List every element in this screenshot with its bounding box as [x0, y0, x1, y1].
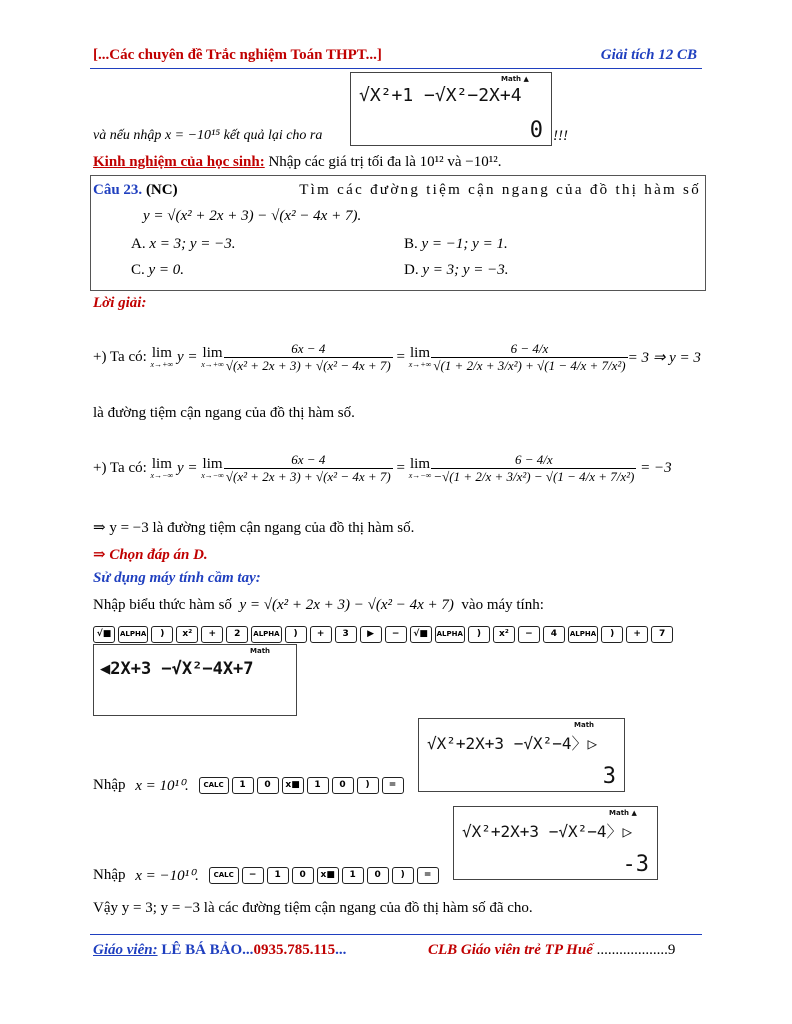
calc-key: CALC — [199, 777, 229, 794]
calculator-heading: Sử dụng máy tính cầm tay: — [93, 570, 261, 586]
question-level: (NC) — [145, 182, 178, 198]
experience-line — [93, 154, 502, 171]
option-c: C. y = 0. — [131, 262, 185, 278]
calc-key: = — [382, 777, 404, 794]
limit-symbol: lim x→−∞ — [408, 455, 432, 480]
header-left: [...Các chuyên đề Trắc nghiệm Toán THPT...] — [93, 47, 382, 63]
question-function: y = √(x² + 2x + 3) − √(x² − 4x + 7). — [143, 208, 362, 224]
screen-expression: ◀2X+3 −√X²−4X+7 — [100, 659, 254, 679]
top-after-screen: !!! — [553, 128, 568, 144]
step1-result: = 3 ⇒ y = 3 — [627, 349, 701, 366]
screen-result: 0 — [529, 118, 543, 143]
answer-choice: ⇒ Chọn đáp án D. — [93, 547, 208, 563]
calc-key: 0 — [367, 867, 389, 884]
calc-key: 1 — [267, 867, 289, 884]
fraction: $\frac{6x - 4}{\text{√(x² + 2x + 3) + √(x² − 4x + 7)}}$ — [225, 340, 391, 373]
calc-screen-1: Math ◀2X+3 −√X²−4X+7 — [93, 644, 297, 716]
step1-prefix: +) Ta có: — [93, 348, 147, 365]
footer-right — [428, 942, 675, 959]
key-sequence — [93, 626, 673, 643]
calc-key: x■ — [317, 867, 339, 884]
step1-equation: +) Ta có: lim x→+∞ y = lim x→+∞ $\frac{6x - 4}{\text{√(x² + 2x + 3) + √(x² − 4x + 7)}}$ = lim x→+∞ $\frac{6 - 4/x}{\text{√(1 + 2/x + 3/x²) + √(1 − 4/x + 7/x²)}}$ = 3 ⇒ y = 3 — [93, 340, 701, 373]
calc-key: 7 — [651, 626, 673, 643]
calc-key: x■ — [282, 777, 304, 794]
header-right: Giải tích 12 CB — [600, 47, 697, 63]
step2-result: = −3 — [640, 459, 672, 476]
question-number: Câu 23. — [93, 182, 143, 198]
limit-symbol: lim x→+∞ — [150, 344, 174, 369]
calc-key: ) — [392, 867, 414, 884]
calc-key: 2 — [226, 626, 248, 643]
question-box — [90, 175, 706, 291]
calc-screen-top — [350, 72, 552, 146]
option-b: B. y = −1; y = 1. — [404, 236, 508, 252]
calc-key: √■ — [93, 626, 115, 643]
calc-key: ALPHA — [568, 626, 598, 643]
top-line — [93, 128, 322, 144]
screen-expression: √X²+1 −√X²−2X+4 — [359, 85, 522, 106]
step1-conclusion: là đường tiệm cận ngang của đồ thị hàm số. — [93, 405, 355, 421]
calc-key: √■ — [410, 626, 432, 643]
calc-key: ALPHA — [251, 626, 281, 643]
calc-key: ) — [468, 626, 490, 643]
calc1-line: Nhập x = 10¹⁰. CALC 1 0 x■ 1 0 ) = — [93, 776, 404, 795]
calc2-line: Nhập x = −10¹⁰. CALC − 1 0 x■ 1 0 ) = — [93, 866, 439, 885]
calc-key: 3 — [335, 626, 357, 643]
calc-key: = — [417, 867, 439, 884]
limit-symbol: lim x→+∞ — [408, 344, 432, 369]
fraction: $\frac{6 - 4/x}{\text{−√(1 + 2/x + 3/x²) − √(1 − 4/x + 7/x²)}}$ — [433, 451, 635, 484]
experience-text: Nhập các giá trị tối đa là 10¹² và −10¹². — [268, 154, 502, 170]
calc-key: + — [310, 626, 332, 643]
footer-rule — [90, 934, 702, 935]
calc-key: ) — [357, 777, 379, 794]
footer-phone: 0935.785.115 — [253, 942, 336, 958]
calc-screen-2: Math √X²+2X+3 −√X²−4〉▷ 3 — [418, 718, 625, 792]
top-prefix: và nếu nhập — [93, 128, 162, 143]
option-d: D. y = 3; y = −3. — [404, 262, 509, 278]
step2-equation: +) Ta có: lim x→−∞ y = lim x→−∞ $\frac{6x - 4}{\text{√(x² + 2x + 3) + √(x² − 4x + 7)}}$ = lim x→−∞ $\frac{6 - 4/x}{\text{−√(1 + 2/x + 3/x²) − √(1 − 4/x + 7/x²)}}$ = −3 — [93, 451, 672, 484]
calc-key: ) — [285, 626, 307, 643]
calc-key: 1 — [232, 777, 254, 794]
screen-result: 3 — [602, 764, 616, 789]
footer-teacher-label: Giáo viên: — [93, 942, 158, 958]
footer-teacher-name: LÊ BÁ BẢO... — [161, 942, 254, 958]
calc-key: + — [201, 626, 223, 643]
experience-label: Kinh nghiệm của học sinh: — [93, 154, 265, 170]
calc-key: 4 — [543, 626, 565, 643]
screen-expression: √X²+2X+3 −√X²−4〉▷ — [427, 734, 598, 753]
solution-heading: Lời giải: — [93, 295, 147, 311]
calc-key: 0 — [332, 777, 354, 794]
calc-screen-3: Math ▲ √X²+2X+3 −√X²−4〉▷ -3 — [453, 806, 658, 880]
header-rule — [90, 68, 702, 69]
calc-key: 0 — [292, 867, 314, 884]
question-stem-line — [93, 182, 701, 199]
calc-key: ALPHA — [435, 626, 465, 643]
limit-symbol: lim x→−∞ — [201, 455, 224, 480]
calculator-intro: Nhập biểu thức hàm số y = √(x² + 2x + 3) − √(x² − 4x + 7) vào máy tính: — [93, 597, 544, 613]
calc-key: x² — [493, 626, 515, 643]
calc-key: CALC — [209, 867, 239, 884]
calc-key: ) — [151, 626, 173, 643]
calc-key: ) — [601, 626, 623, 643]
screen-result: -3 — [622, 852, 649, 877]
step2-prefix: +) Ta có: — [93, 459, 147, 476]
calc-key: 1 — [307, 777, 329, 794]
footer-page: ...................9 — [596, 942, 676, 958]
calc-key: − — [518, 626, 540, 643]
calc-key: ALPHA — [118, 626, 148, 643]
calc-key: − — [385, 626, 407, 643]
step2-conclusion: ⇒ y = −3 là đường tiệm cận ngang của đồ thị hàm số. — [93, 520, 415, 536]
fraction: $\frac{6 - 4/x}{\text{√(1 + 2/x + 3/x²) + √(1 − 4/x + 7/x²)}}$ — [433, 340, 626, 373]
footer-left: Giáo viên: LÊ BÁ BẢO...0935.785.115... — [93, 942, 347, 958]
limit-symbol: lim x→−∞ — [150, 455, 174, 480]
top-input: x = −10¹⁵ — [164, 128, 221, 143]
calc-key: 1 — [342, 867, 364, 884]
screen-expression: √X²+2X+3 −√X²−4〉▷ — [462, 822, 633, 841]
top-suffix: kết quả lại cho ra — [223, 128, 323, 143]
mode-indicator: Math ▲ — [501, 75, 529, 83]
final-conclusion: Vậy y = 3; y = −3 là các đường tiệm cận ngang của đồ thị hàm số đã cho. — [93, 900, 533, 916]
question-stem: Tìm các đường tiệm cận ngang của đồ thị hàm số — [299, 182, 701, 198]
calc-key: − — [242, 867, 264, 884]
calc-key: ▶ — [360, 626, 382, 643]
option-a: A. x = 3; y = −3. — [131, 236, 236, 252]
calc-key: x² — [176, 626, 198, 643]
calc-key: 0 — [257, 777, 279, 794]
calc-key: + — [626, 626, 648, 643]
footer-club: CLB Giáo viên trẻ TP Huế — [428, 942, 593, 958]
fraction: $\frac{6x - 4}{\text{√(x² + 2x + 3) + √(x² − 4x + 7)}}$ — [225, 451, 391, 484]
limit-symbol: lim x→+∞ — [201, 344, 224, 369]
